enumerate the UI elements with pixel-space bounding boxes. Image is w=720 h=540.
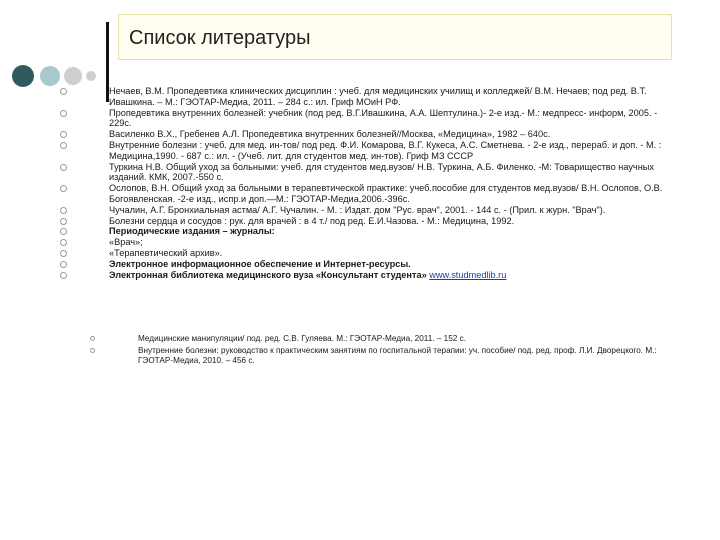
reference-item: Внутренние болезни : учеб. для мед. ин-тов/ под ред. Ф.И. Комарова, В.Г. Кукеса, А.С. Сметнева. - 2-е изд., перераб. и доп. - М. : Медицина,1990. - 687 с.: ил. - (Учеб. лит. для студентов мед. ин-тов). Гриф МЗ СССР — [109, 139, 662, 161]
bullet-icon — [60, 207, 67, 214]
bullet-icon — [60, 164, 67, 171]
reference-item: Нечаев, В.М. Пропедевтика клинических дисциплин : учеб. для медицинских училищ и колледжей/ В.М. Нечаев; под ред. В.Т. Ивашкина. – М.: ГЭОТАР-Медиа, 2011. – 284 с.: ил. Гриф МОиН РФ. — [109, 86, 647, 107]
decor-dot-teal — [40, 66, 60, 86]
section-heading-periodicals: Периодические издания – журналы: — [109, 226, 275, 237]
bullet-icon — [60, 228, 67, 235]
bullet-icon — [60, 250, 67, 257]
decor-dot-dark — [12, 65, 34, 87]
studmedlib-link[interactable]: www.studmedlib.ru — [429, 269, 507, 280]
bullet-icon — [60, 239, 67, 246]
bullet-icon — [60, 142, 67, 149]
bullet-icon — [60, 261, 67, 268]
electronic-library-item: Электронная библиотека медицинского вуза «Консультант студента» www.studmedlib.ru — [109, 269, 507, 280]
decor-dot-grey — [64, 67, 82, 85]
reference-list — [109, 86, 669, 280]
bullet-icon — [60, 272, 67, 279]
journal-item: «Врач»; — [109, 237, 143, 248]
bullet-icon — [60, 110, 67, 117]
sub-reference-list — [138, 334, 678, 368]
sub-reference-item: Внутренние болезни: руководство к практическим занятиям по госпитальной терапии: уч. пособие/ под. ред. проф. Л.И. Дворецкого. М.: ГЭОТАР-Медиа, 2010. – 456 с. — [138, 346, 657, 365]
section-heading-electronic: Электронное информационное обеспечение и Интернет-ресурсы. — [109, 258, 411, 269]
reference-item: Василенко В.Х., Гребенев А.Л. Пропедевтика внутренних болезней//Москва, «Медицина», 1982 – 640с. — [109, 129, 551, 140]
bullet-icon — [60, 218, 67, 225]
bullet-icon — [60, 185, 67, 192]
reference-item: Чучалин, А.Г. Бронхиальная астма/ А.Г. Чучалин. - М. : Издат. дом "Рус. врач", 2001. - 144 с. - (Прил. к журн. "Врач"). — [109, 204, 606, 215]
title-box — [118, 14, 672, 60]
sub-reference-item: Медицинские манипуляции/ под. ред. С.В. Гуляева. М.: ГЭОТАР-Медиа, 2011. – 152 с. — [138, 334, 466, 343]
sub-bullet-icon — [90, 348, 95, 353]
decor-dot-small — [86, 71, 96, 81]
reference-item: Пропедевтика внутренних болезней: учебник (под ред. В.Г.Ивашкина, А.А. Шептулина.)- 2-е изд.- М.: медпресс- информ, 2005. - 229с. — [109, 107, 658, 129]
journal-item: «Терапевтический архив». — [109, 247, 223, 258]
reference-item: Туркина Н.В. Общий уход за больными: учеб. для студентов мед.вузов/ Н.В. Туркина, А.Б. Филенко. -М: Товарищество научных изданий. КМК, 2007.-550 с. — [109, 161, 654, 183]
sub-bullet-icon — [90, 336, 95, 341]
reference-item: Ослопов, В.Н. Общий уход за больными в терапевтической практике: учеб.пособие для студентов мед.вузов/ В.Н. Ослопов, О.В. Богоявленская. -2-е изд., испр.и доп.—М.: ГЭОТАР-Медиа,2006.-396с. — [109, 183, 663, 204]
page-title: Список литературы — [129, 27, 311, 49]
bullet-icon — [60, 131, 67, 138]
bullet-icon — [60, 88, 67, 95]
reference-item: Болезни сердца и сосудов : рук. для врачей : в 4 т./ под ред. Е.И.Чазова. - М.: Медицина, 1992. — [109, 215, 515, 226]
